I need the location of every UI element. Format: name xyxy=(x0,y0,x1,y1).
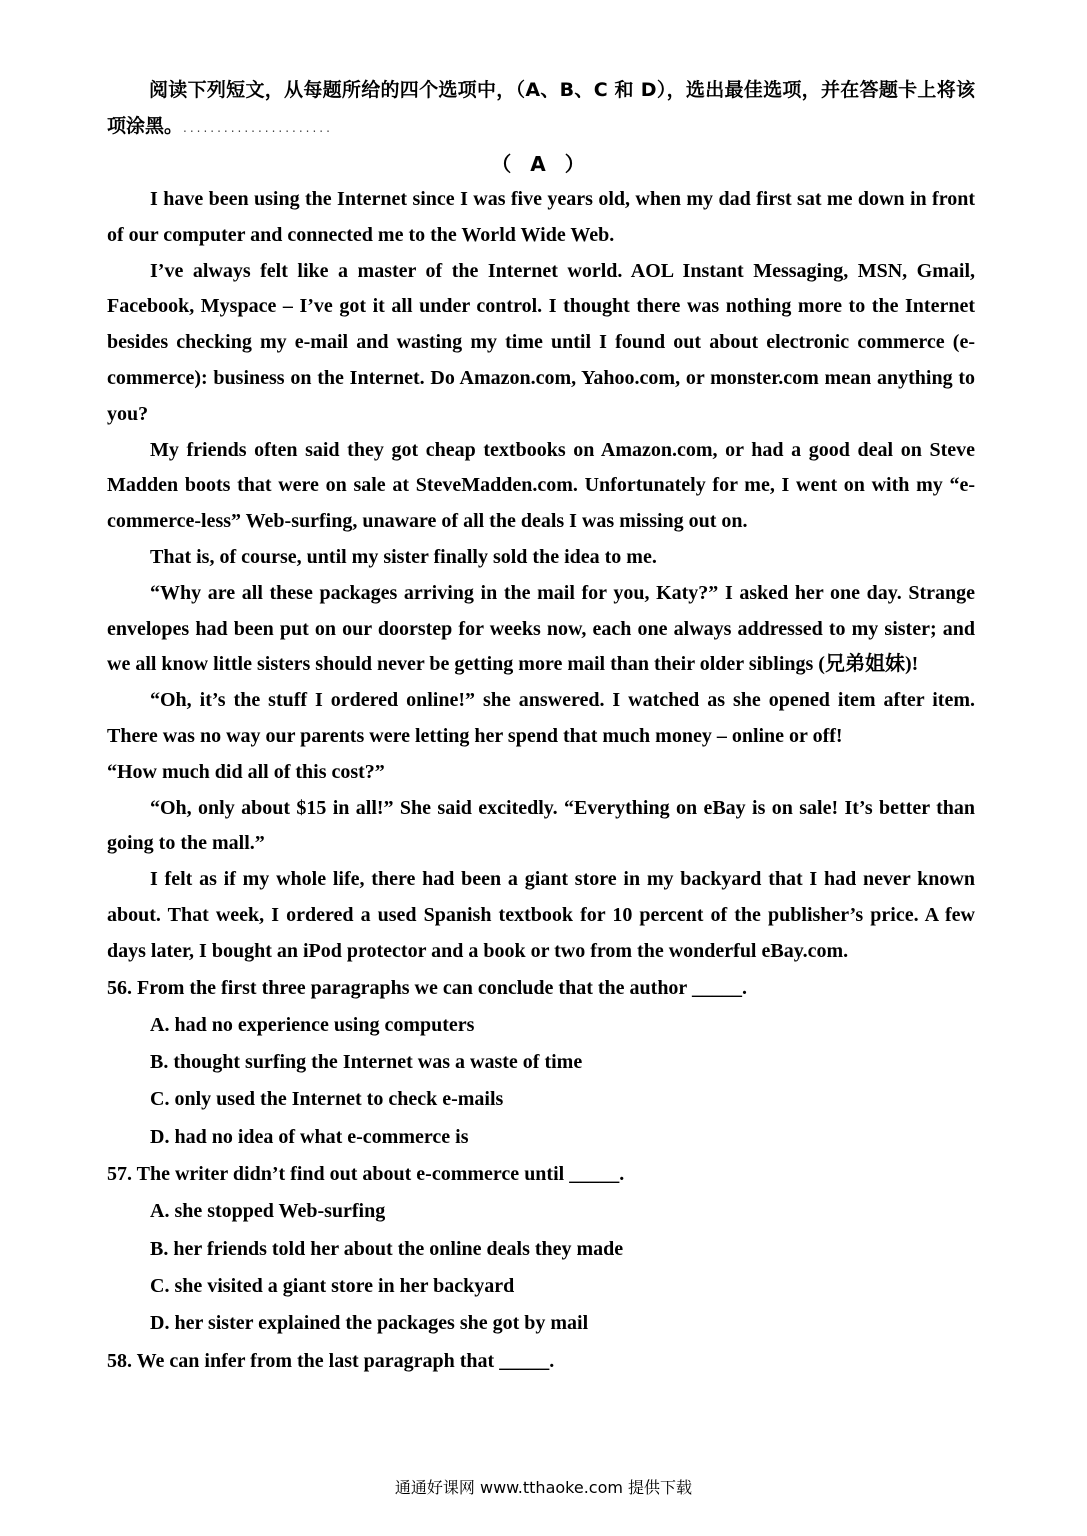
question-57 xyxy=(107,1156,975,1342)
page-content xyxy=(107,72,975,1380)
passage-paragraph-7: “How much did all of this cost?” xyxy=(107,760,385,783)
option-a: A. had no experience using computers xyxy=(150,1013,475,1036)
passage-paragraph-5: “Why are all these packages arriving in the mail for you, Katy?” I asked her one day. Strange envelopes had been put on our doorstep for weeks now, each one always addressed to my sister; and we all know little sisters should never be getting more mail than their older siblings (兄弟姐妹)! xyxy=(107,581,975,676)
question-stem: 56. From the first three paragraphs we can conclude that the author _____. xyxy=(107,976,747,999)
passage-paragraph-1: I have been using the Internet since I was five years old, when my dad first sat me down in front of our computer and connected me to the World Wide Web. xyxy=(107,188,975,246)
option-c: C. she visited a giant store in her backyard xyxy=(150,1274,515,1297)
instruction-text xyxy=(107,72,975,146)
question-58 xyxy=(107,1343,975,1380)
question-56 xyxy=(107,970,975,1156)
option-b: B. her friends told her about the online deals they made xyxy=(150,1237,624,1260)
option-a: A. she stopped Web-surfing xyxy=(150,1200,386,1223)
passage-paragraph-3: My friends often said they got cheap textbooks on Amazon.com, or had a good deal on Steve Madden boots that were on sale at SteveMadden.com. Unfortunately for me, I went on with my “e-commerce-less” Web-surfing, unaware of all the deals I was missing out on. xyxy=(107,438,975,533)
instruction-dots: ...................... xyxy=(183,121,333,135)
page-footer: 通通好课网 www.tthaoke.com 提供下载 xyxy=(394,1478,693,1497)
instruction-body: 阅读下列短文，从每题所给的四个选项中，（A、B、C 和 D），选出最佳选项，并在答题卡上将该项涂黑。 xyxy=(107,79,975,137)
passage-paragraph-2: I’ve always felt like a master of the Internet world. AOL Instant Messaging, MSN, Gmail, Facebook, Myspace – I’ve got it all under control. I thought there was nothing more to the Internet besides checking my e-mail and wasting my time until I found out about electronic commerce (e-commerce): business on the Internet. Do Amazon.com, Yahoo.com, or monster.com mean anything to you? xyxy=(107,259,975,425)
question-stem: 58. We can infer from the last paragraph that _____. xyxy=(107,1349,555,1372)
option-b: B. thought surfing the Internet was a waste of time xyxy=(150,1051,583,1074)
section-title: （ A ） xyxy=(491,152,591,176)
passage-paragraph-9: I felt as if my whole life, there had been a giant store in my backyard that I had never known about. That week, I ordered a used Spanish textbook for 10 percent of the publisher’s price. A few days later, I bought an iPod protector and a book or two from the wonderful eBay.com. xyxy=(107,868,975,962)
option-d: D. her sister explained the packages she got by mail xyxy=(150,1312,589,1335)
passage-paragraph-8: “Oh, only about $15 in all!” She said excitedly. “Everything on eBay is on sale! It’s better than going to the mall.” xyxy=(107,796,975,855)
question-stem: 57. The writer didn’t find out about e-commerce until _____. xyxy=(107,1163,625,1186)
option-d: D. had no idea of what e-commerce is xyxy=(150,1125,469,1148)
passage-paragraph-6: “Oh, it’s the stuff I ordered online!” she answered. I watched as she opened item after item. There was no way our parents were letting her spend that much money – online or off! xyxy=(107,689,975,747)
option-c: C. only used the Internet to check e-mails xyxy=(150,1088,504,1111)
passage-paragraph-4: That is, of course, until my sister finally sold the idea to me. xyxy=(150,545,657,568)
